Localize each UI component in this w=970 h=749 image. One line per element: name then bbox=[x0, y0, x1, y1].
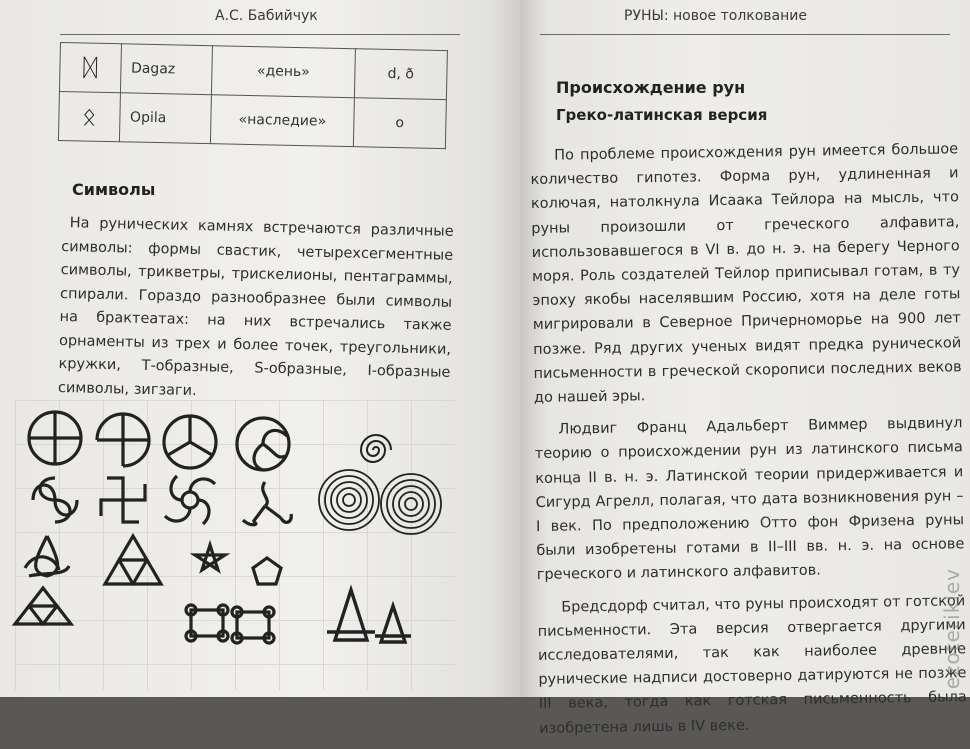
curved-swastika-symbol bbox=[33, 478, 77, 522]
watermark: ezoteriklev bbox=[940, 567, 964, 689]
small-spiral-symbol bbox=[361, 435, 391, 462]
rune-symbol: ᛞ bbox=[59, 43, 121, 93]
paragraph: Бредсдорф считал, что руны происходят от готской письменности. Эта версия отвергается другими исследователями, так как наиболее древние рунические надписи достоверно датируются не позже III века, тогда как готская письменность была изобретена лишь в IV веке. bbox=[537, 592, 967, 737]
paragraph: По проблеме происхождения рун имеется большое количество гипотез. Форма рун, удлиненная и колючая, натолкнула Исаака Тейлора на мысль, что руны произошли от греческого алфавита, использовавшегося в VI в. до н. э. на берегу Черного моря. Роль создателей Тейлор приписывал готам, в ту эпоху якобы населявшим Россию, хотя на деле готы мигрировали в Северное Причерноморье на 900 лет позже. Ряд других ученых видят предка рунической письменности в греческой скорописи последних веков до нашей эры. bbox=[530, 141, 962, 406]
rune-name: Opila bbox=[119, 93, 212, 144]
right-page bbox=[520, 0, 970, 737]
header-rule bbox=[540, 34, 950, 35]
running-head-author: А.С. Бабийчук bbox=[215, 8, 318, 24]
rune-meaning: «наследие» bbox=[211, 95, 354, 147]
section-heading-symbols: Символы bbox=[72, 180, 156, 199]
table-row bbox=[59, 43, 447, 100]
symbols-paragraph: На рунических камнях встречаются различные символы: формы свастик, четырехсегментные символы, трикветры, трискелионы, пентаграммы, спирали. Гораздо разнообразнее были символы на брактеатах: на них встречались также орнаменты из трех и более точек, треугольники, кружки, Т-образные, S-образные, I-образные символы, зигзаги. bbox=[57, 215, 454, 399]
whirl-symbol bbox=[165, 476, 215, 524]
quartered-sun-symbol bbox=[97, 414, 149, 466]
paragraph: Людвиг Франц Адальберт Виммер выдвинул теорию о происхождении рун из латинского письма конца II в. н. э. Латинской теории придерживается и Сигурд Агрелл, полагая, что дата возникновения рун – I век. По предположению Отто фон Фризена руны были изобретены готами в II–III вв. н. э. на основе греческого и латинского алфавитов. bbox=[534, 415, 965, 584]
rune-sound: o bbox=[353, 98, 446, 149]
triskelion-circle-symbol bbox=[164, 416, 216, 468]
triskele-symbol bbox=[243, 482, 291, 525]
rune-table bbox=[58, 42, 448, 149]
triangles-symbol bbox=[105, 536, 161, 584]
table-row bbox=[58, 91, 446, 148]
rune-meaning: «день» bbox=[212, 46, 355, 98]
pentagram-symbol bbox=[195, 545, 225, 570]
section-heading: Греко-латинская версия bbox=[556, 106, 768, 124]
swastika-symbol bbox=[101, 478, 145, 522]
sun-cross-symbol bbox=[29, 412, 81, 464]
chapter-heading: Происхождение рун bbox=[556, 78, 746, 97]
triquetra-symbol bbox=[25, 536, 69, 576]
rune-sound: d, ð bbox=[354, 49, 447, 100]
main-text bbox=[530, 137, 967, 749]
looped-square-symbol bbox=[186, 605, 274, 643]
header-rule bbox=[60, 34, 460, 35]
triangle-cluster-symbol bbox=[15, 588, 71, 624]
running-head-title: РУНЫ: новое толкование bbox=[624, 8, 808, 24]
rune-symbol: ᛟ bbox=[58, 91, 120, 141]
interlaced-triangle-symbol bbox=[327, 590, 411, 642]
swirl-circle-symbol bbox=[237, 418, 289, 470]
rune-name: Dagaz bbox=[120, 44, 213, 95]
double-spiral-symbol bbox=[319, 470, 441, 534]
pentagon-symbol bbox=[253, 558, 281, 584]
left-page bbox=[0, 0, 520, 697]
